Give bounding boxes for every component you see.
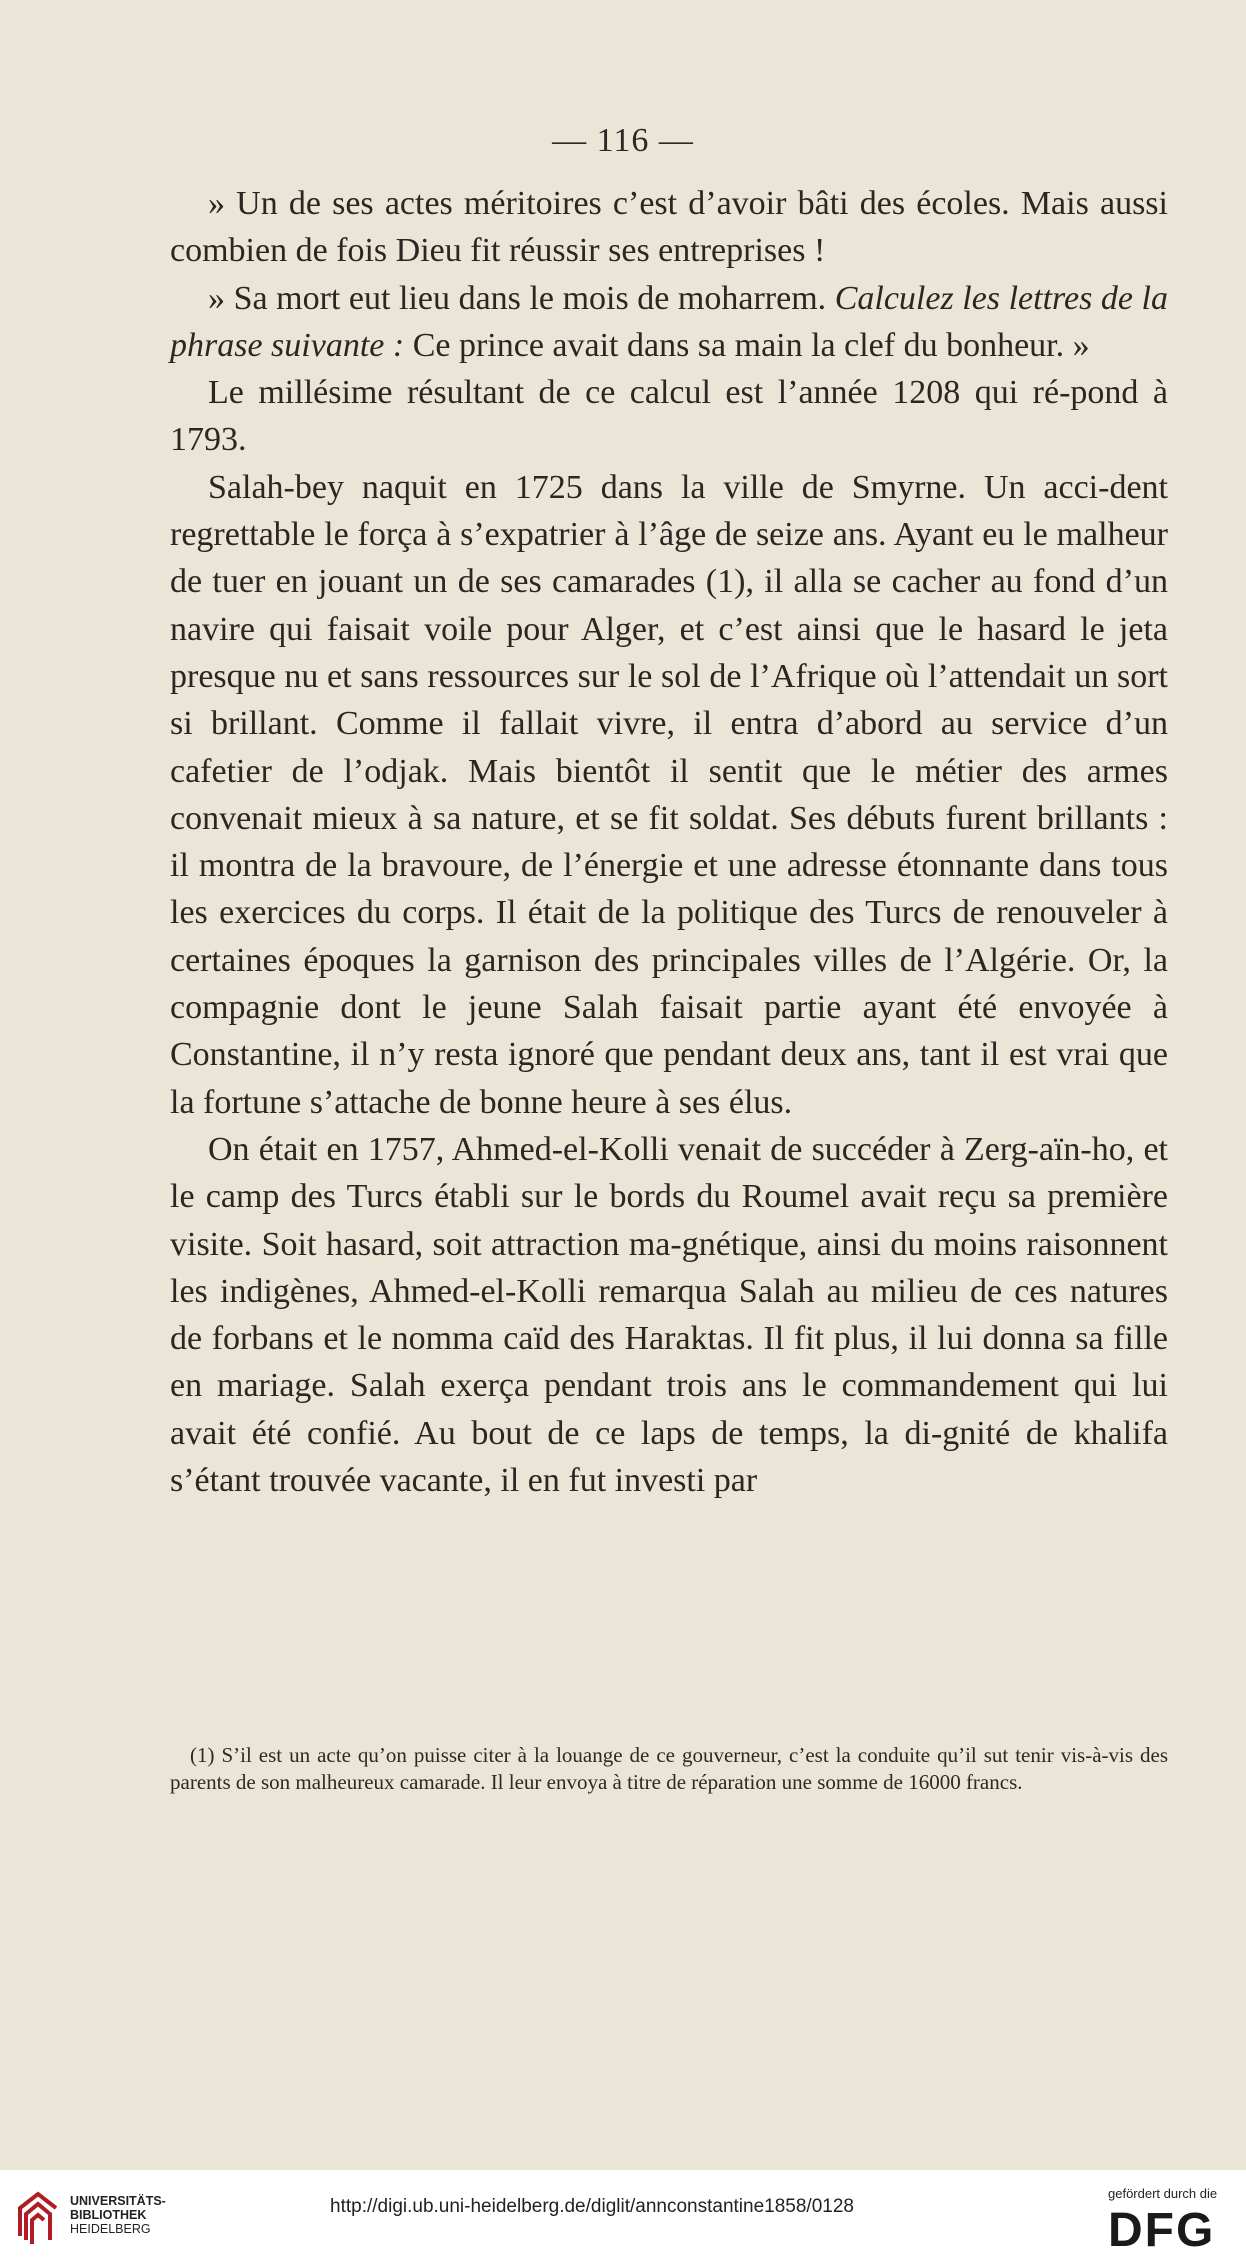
viewer-footer: [0, 2170, 1246, 2262]
library-name-line-1: UNIVERSITÄTS-: [70, 2194, 166, 2208]
footnote: (1) S’il est un acte qu’on puisse citer à la louange de ce gouverneur, c’est la conduite qu’il sut tenir vis-à-vis des parents de son malheureux camarade. Il leur envoya à titre de réparation une somme de 16000 francs.: [170, 1743, 1168, 1794]
paragraph: [170, 275, 1168, 370]
paragraph: [170, 369, 1168, 464]
text-run: On était en 1757, Ahmed-el-Kolli venait de succéder à Zerg-aïn-ho, et le camp des Turcs établi sur le bords du Roumel avait reçu sa première visite. Soit hasard, soit attraction ma-gnétique, ainsi du moins raisonnent les indigènes, Ahmed-el-Kolli remarqua Salah au milieu de ces natures de forbans et le nomma caïd des Haraktas. Il fit plus, il lui donna sa fille en mariage. Salah exerça pendant trois ans le commandement qui lui avait été confié. Au bout de ce laps de temps, la di-gnité de khalifa s’étant trouvée vacante, il en fut investi par: [170, 1130, 1168, 1500]
text-run: Ce prince avait dans sa main la clef du bonheur. »: [404, 326, 1090, 364]
library-name: [70, 2194, 166, 2236]
funder-caption: gefördert durch die: [1108, 2186, 1218, 2201]
permalink-url[interactable]: http://digi.ub.uni-heidelberg.de/diglit/annconstantine1858/0128: [330, 2196, 854, 2217]
paragraph: [170, 464, 1168, 1126]
university-library-logo-icon: [12, 2184, 64, 2248]
paragraph: [170, 1126, 1168, 1504]
text-run: Salah-bey naquit en 1725 dans la ville de Smyrne. Un acci-dent regrettable le força à s’expatrier à l’âge de seize ans. Ayant eu le malheur de tuer en jouant un de ses camarades (1), il alla se cacher au fond d’un navire qui faisait voile pour Alger, et c’est ainsi que le hasard le jeta presque nu et sans ressources sur le sol de l’Afrique où l’attendait un sort si brillant. Comme il fallait vivre, il entra d’abord au service d’un cafetier de l’odjak. Mais bientôt il sentit que le métier des armes convenait mieux à sa nature, et se fit soldat. Ses débuts furent brillants : il montra de la bravoure, de l’énergie et une adresse étonnante dans tous les exercices du corps. Il était de la politique des Turcs de renouveler à certaines époques la garnison des principales villes de l’Algérie. Or, la compagnie dont le jeune Salah faisait partie ayant été envoyée à Constantine, il n’y resta ignoré que pendant deux ans, tant il est vrai que la fortune s’attache de bonne heure à ses élus.: [170, 468, 1168, 1121]
page-number: — 116 —: [552, 122, 694, 159]
italic-run: Calculez les lettres de la phrase suivante :: [170, 279, 1169, 364]
text-run: Le millésime résultant de ce calcul est l’année 1208 qui ré-pond à 1793.: [170, 374, 1168, 459]
dfg-logo: DFG: [1108, 2204, 1216, 2257]
body-text: [170, 180, 1168, 1504]
library-name-line-2: BIBLIOTHEK: [70, 2208, 147, 2222]
text-run: » Un de ses actes méritoires c’est d’avoir bâti des écoles. Mais aussi combien de fois Dieu fit réussir ses entreprises !: [170, 185, 1168, 270]
text-run: » Sa mort eut lieu dans le mois de moharrem.: [208, 279, 835, 317]
library-name-line-3: HEIDELBERG: [70, 2222, 151, 2236]
paragraph: [170, 180, 1168, 275]
